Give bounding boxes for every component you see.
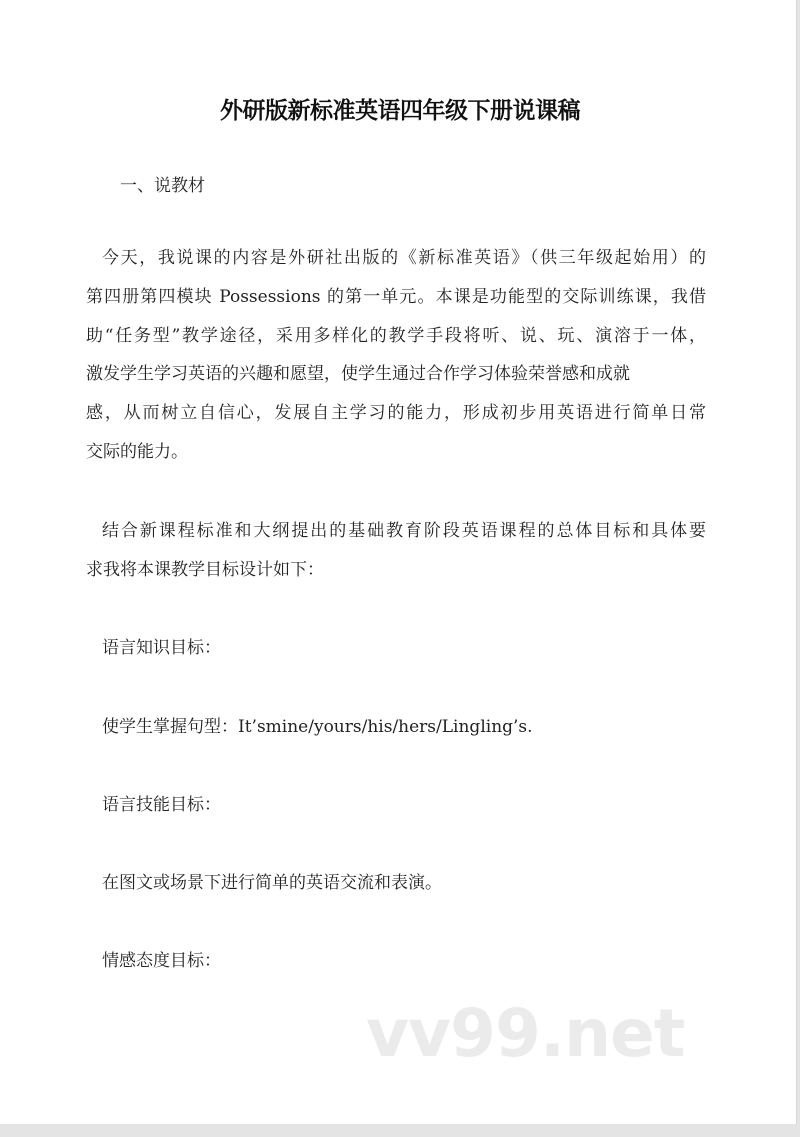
document-title: 外研版新标准英语四年级下册说课稿 <box>220 98 580 124</box>
goal-heading: 语言技能目标： <box>102 795 221 815</box>
goal-text: 在图文或场景下进行简单的英语交流和表演。 <box>102 873 442 893</box>
paragraph-line: 助“任务型”教学途径，采用多样化的教学手段将听、说、玩、演溶于一体， <box>86 326 706 346</box>
paragraph-line: 交际的能力。 <box>86 442 188 462</box>
paragraph-line: 求我将本课教学目标设计如下： <box>86 560 324 580</box>
paragraph-line: 第四册第四模块 Possessions 的第一单元。本课是功能型的交际训练课，我借 <box>86 287 706 307</box>
paragraph-line: 今天，我说课的内容是外研社出版的《新标准英语》（供三年级起始用）的 <box>102 248 706 268</box>
paragraph-line: 结合新课程标准和大纲提出的基础教育阶段英语课程的总体目标和具体要 <box>102 521 706 541</box>
goal-heading: 语言知识目标： <box>102 638 221 658</box>
goal-heading: 情感态度目标： <box>102 951 221 971</box>
paragraph-line: 感，从而树立自信心，发展自主学习的能力，形成初步用英语进行简单日常 <box>86 403 706 423</box>
watermark: vv99.net <box>366 995 685 1072</box>
paragraph-line: 激发学生学习英语的兴趣和愿望，使学生通过合作学习体验荣誉感和成就 <box>86 364 630 384</box>
section-heading: 一、说教材 <box>120 176 205 196</box>
goal-text: 使学生掌握句型：It’smine/yours/his/hers/Lingling’s. <box>102 717 533 737</box>
